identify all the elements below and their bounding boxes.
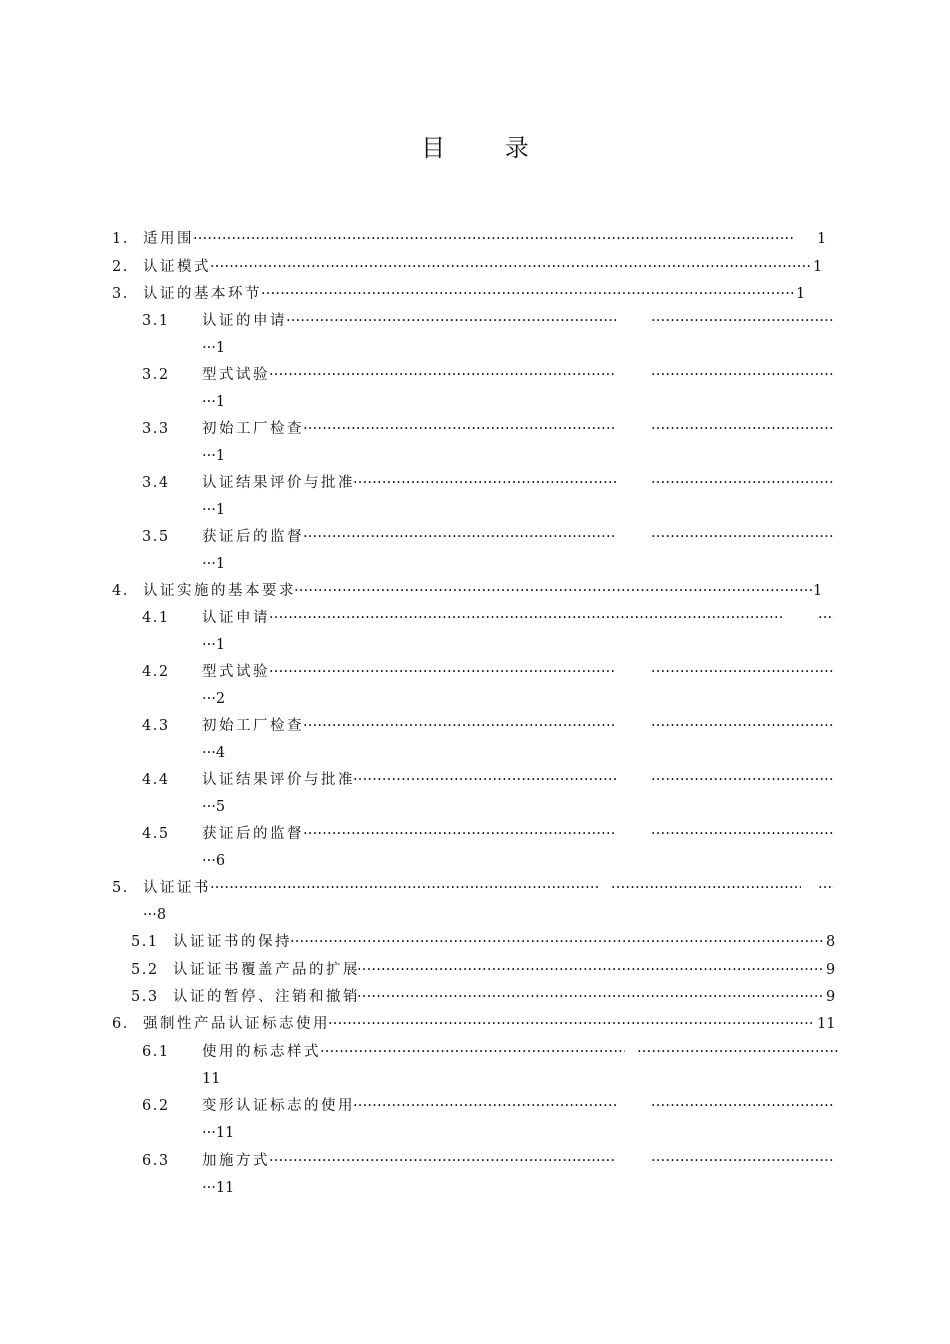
toc-title: 认证模式 <box>143 259 211 275</box>
toc-entry-3-2-page: ···1 <box>202 394 226 410</box>
toc-leader <box>651 1151 834 1171</box>
toc-title: 认证结果评价与批准 <box>202 772 355 788</box>
toc-entry-4-5-page: ···6 <box>202 853 226 869</box>
toc-number: 6.2 <box>142 1098 170 1114</box>
toc-leader <box>357 960 825 980</box>
toc-number: 2. <box>112 259 129 275</box>
toc-number: 4.2 <box>142 664 170 680</box>
toc-title: 获证后的监督 <box>202 529 304 545</box>
toc-page-number: 1 <box>813 259 823 275</box>
toc-entry-5-page: ···8 <box>143 907 167 923</box>
toc-leader <box>269 1151 616 1171</box>
toc-page-number: 1 <box>215 556 226 572</box>
toc-entry-5[interactable] <box>0 878 950 898</box>
toc-leader <box>651 473 834 493</box>
toc-title: 初始工厂检查 <box>202 421 304 437</box>
page-title: 目 录 <box>421 134 555 162</box>
toc-title: 认证的基本环节 <box>143 286 262 302</box>
toc-number: 6.3 <box>142 1153 170 1169</box>
toc-page-number: 2 <box>215 691 226 707</box>
toc-number: 4.3 <box>142 718 170 734</box>
toc-page-number: 11 <box>202 1071 221 1087</box>
toc-leader <box>651 824 834 844</box>
toc-title: 认证实施的基本要求 <box>143 583 296 599</box>
toc-title: 使用的标志样式 <box>202 1044 321 1060</box>
toc-leader <box>303 527 616 547</box>
toc-entry-4-3-page: ···4 <box>202 745 226 761</box>
toc-entry-6-2[interactable] <box>0 1096 950 1116</box>
toc-entry-6[interactable] <box>0 1014 950 1034</box>
toc-entry-5-3[interactable] <box>0 987 950 1007</box>
toc-entry-4-4-page: ···5 <box>202 799 226 815</box>
toc-page-number: 1 <box>215 502 226 518</box>
toc-number: 4.5 <box>142 826 170 842</box>
toc-leader <box>269 608 784 628</box>
toc-leader <box>320 1042 625 1062</box>
toc-page-number: 4 <box>215 745 226 761</box>
toc-page-number: 11 <box>817 1016 836 1032</box>
toc-number: 3.2 <box>142 367 170 383</box>
toc-leader <box>353 770 616 790</box>
toc-title: 获证后的监督 <box>202 826 304 842</box>
toc-entry-3-3[interactable] <box>0 419 950 439</box>
toc-page-number: 1 <box>796 286 806 302</box>
toc-number: 5.3 <box>131 989 159 1005</box>
toc-page-number: 9 <box>826 962 836 978</box>
toc-number: 6. <box>112 1016 129 1032</box>
toc-leader <box>303 419 616 439</box>
toc-leader <box>651 770 834 790</box>
toc-title: 加施方式 <box>202 1153 270 1169</box>
toc-leader <box>193 229 795 249</box>
toc-leader <box>651 716 834 736</box>
toc-title: 认证申请 <box>202 610 270 626</box>
toc-leader <box>818 878 834 898</box>
toc-leader <box>303 716 616 736</box>
toc-page-number: 1 <box>215 394 226 410</box>
toc-entry-4-2[interactable] <box>0 662 950 682</box>
toc-entry-4-5[interactable] <box>0 824 950 844</box>
toc-number: 5. <box>112 880 129 896</box>
toc-page-number: 1 <box>215 637 226 653</box>
toc-title: 认证证书 <box>143 880 211 896</box>
toc-leader <box>818 608 834 628</box>
toc-entry-4-3[interactable] <box>0 716 950 736</box>
toc-page-number: 5 <box>215 799 226 815</box>
toc-title: 认证的申请 <box>202 313 287 329</box>
toc-entry-5-2[interactable] <box>0 960 950 980</box>
toc-entry-4-2-page: ···2 <box>202 691 226 707</box>
toc-leader <box>269 365 616 385</box>
toc-page-number: 1 <box>817 231 827 247</box>
toc-page-number: 6 <box>215 853 226 869</box>
toc-entry-2[interactable] <box>0 257 950 277</box>
toc-entry-4-1-page: ···1 <box>202 637 226 653</box>
toc-number: 4.4 <box>142 772 170 788</box>
toc-page-number: 1 <box>215 340 226 356</box>
toc-title: 变形认证标志的使用 <box>202 1098 355 1114</box>
toc-entry-4[interactable] <box>0 581 950 601</box>
toc-leader <box>328 1014 812 1034</box>
toc-number: 3.4 <box>142 475 170 491</box>
toc-title: 认证结果评价与批准 <box>202 475 355 491</box>
toc-leader <box>353 1096 616 1116</box>
toc-leader <box>651 311 834 331</box>
toc-entry-4-1[interactable] <box>0 608 950 628</box>
toc-leader <box>637 1042 838 1062</box>
toc-number: 3.5 <box>142 529 170 545</box>
toc-leader <box>651 662 834 682</box>
toc-leader <box>651 365 834 385</box>
toc-number: 3.1 <box>142 313 170 329</box>
toc-leader <box>290 932 825 952</box>
toc-page-number: 9 <box>826 989 836 1005</box>
toc-entry-3-5-page: ···1 <box>202 556 226 572</box>
toc-title: 认证的暂停、注销和撤销 <box>173 989 360 1005</box>
toc-entry-3-1-page: ···1 <box>202 340 226 356</box>
toc-entry-6-3[interactable] <box>0 1151 950 1171</box>
toc-leader <box>294 581 812 601</box>
toc-entry-5-1[interactable] <box>0 932 950 952</box>
toc-number: 3.3 <box>142 421 170 437</box>
toc-entry-3-4-page: ···1 <box>202 502 226 518</box>
toc-entry-3-5[interactable] <box>0 527 950 547</box>
toc-title: 型式试验 <box>202 367 270 383</box>
toc-leader <box>210 878 600 898</box>
toc-leader <box>651 527 834 547</box>
toc-entry-3-1[interactable] <box>0 311 950 331</box>
toc-page-number: 11 <box>215 1180 235 1196</box>
toc-number: 4. <box>112 583 129 599</box>
toc-page-number: 8 <box>826 934 836 950</box>
toc-entry-6-3-page: ···11 <box>202 1180 235 1196</box>
toc-number: 5.1 <box>131 934 159 950</box>
toc-number: 4.1 <box>142 610 170 626</box>
toc-entry-3-4[interactable] <box>0 473 950 493</box>
toc-title: 认证证书的保持 <box>173 934 292 950</box>
toc-number: 3. <box>112 286 129 302</box>
toc-page-number: 11 <box>215 1125 235 1141</box>
toc-entry-1[interactable] <box>0 229 950 249</box>
toc-leader <box>261 284 795 304</box>
toc-page-number: 1 <box>215 448 226 464</box>
toc-entry-3-2[interactable] <box>0 365 950 385</box>
toc-leader <box>651 419 834 439</box>
toc-page-number: 1 <box>813 583 823 599</box>
toc-leader <box>286 311 616 331</box>
toc-leader <box>353 473 616 493</box>
toc-title: 型式试验 <box>202 664 270 680</box>
toc-leader <box>611 878 801 898</box>
toc-title: 适用围 <box>143 231 194 247</box>
toc-leader <box>269 662 616 682</box>
toc-entry-4-4[interactable] <box>0 770 950 790</box>
toc-title: 强制性产品认证标志使用 <box>143 1016 330 1032</box>
toc-entry-6-1[interactable] <box>0 1042 950 1062</box>
toc-entry-6-1-page <box>202 1069 220 1089</box>
toc-number: 1. <box>112 231 129 247</box>
toc-leader <box>303 824 616 844</box>
toc-page-number: 8 <box>156 907 167 923</box>
toc-leader <box>210 257 812 277</box>
toc-number: 5.2 <box>131 962 159 978</box>
toc-entry-6-2-page: ···11 <box>202 1125 235 1141</box>
toc-leader <box>357 987 825 1007</box>
toc-title: 认证证书覆盖产品的扩展 <box>173 962 360 978</box>
toc-title: 初始工厂检查 <box>202 718 304 734</box>
toc-leader <box>651 1096 834 1116</box>
toc-number: 6.1 <box>142 1044 170 1060</box>
toc-entry-3[interactable] <box>0 284 950 304</box>
toc-entry-3-3-page: ···1 <box>202 448 226 464</box>
